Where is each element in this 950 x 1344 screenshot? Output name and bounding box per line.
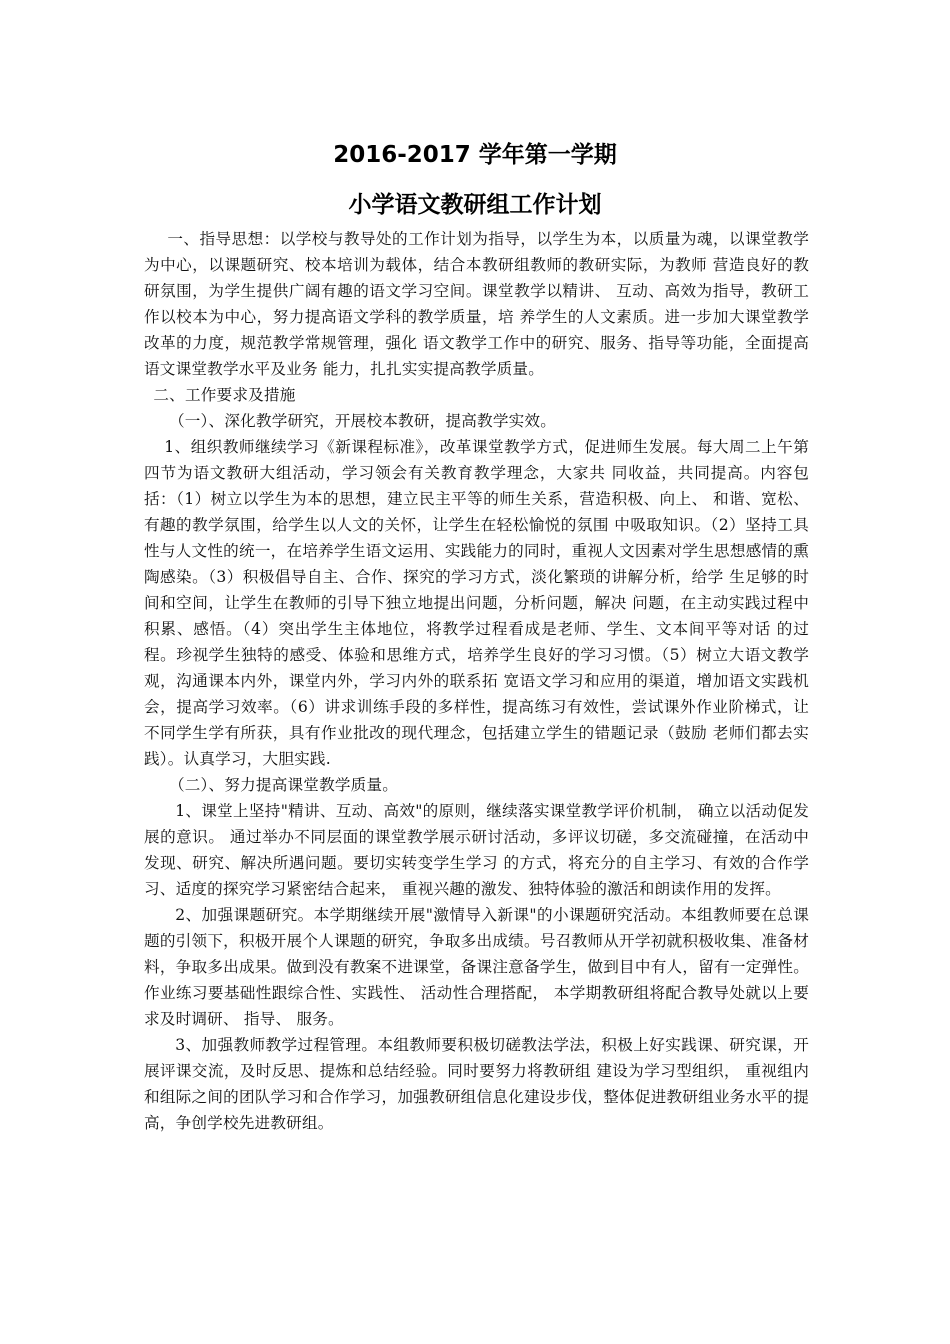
paragraph-class-item-1: 1、课堂上坚持"精讲、互动、高效"的原则，继续落实课堂教学评价机制， 确立以活动促发展的意识。 通过举办不同层面的课堂教学展示研讨活动，多评议切磋，多交流碰撞，在活动中发现、研究、解决所遇问题。要切实转变学生学习 的方式，将充分的自主学习、有效的合作学习、适度的探究学习紧密结合起来， 重视兴趣的激发、独特体验的激活和朗读作用的发挥。 — [144, 802, 809, 898]
paragraph-item-1: 1、组织教师继续学习《新课程标准》，改革课堂教学方式，促进师生发展。每大周二上午第四节为语文教研大组活动，学习领会有关教育教学理念，大家共 同收益，共同提高。内容包括：（1）树立以学生为本的思想，建立民主平等的师生关系，营造积极、向上、 和谐、宽松、有趣的教学氛围，给学生以人文的关怀，让学生在轻松愉悦的氛围 中吸取知识。（2）坚持工具性与人文性的统一，在培养学生语文运用、实践能力的同时，重视人文因素对学生思想感情的熏陶感染。（3）积极倡导自主、合作、探究的学习方式，淡化繁琐的讲解分析，给学 生足够的时间和空间，让学生在教师的引导下独立地提出问题，分析问题，解决 问题，在主动实践过程中积累、感悟。（4）突出学生主体地位，将教学过程看成是老师、学生、文本间平等对话 的过程。珍视学生独特的感受、体验和思维方式，培养学生良好的学习习惯。（5）树立大语文教学观，沟通课本内外，课堂内外，学习内外的联系拓 宽语文学习和应用的渠道，增加语文实践机会，提高学习效率。（6）讲求训练手段的多样性，提高练习有效性，尝试课外作业阶梯式，让 不同学生学有所获，具有作业批改的现代理念，包括建立学生的错题记录（鼓励 老师们都去实践）。认真学习，大胆实践. — [144, 438, 809, 768]
document-body — [144, 226, 809, 1136]
document-subtitle: 小学语文教研组工作计划 — [348, 192, 602, 218]
paragraph-class-item-2: 2、加强课题研究。本学期继续开展"激情导入新课"的小课题研究活动。本组教师要在总课题的引领下，积极开展个人课题的研究，争取多出成绩。号召教师从开学初就积极收集、准备材料，争取多出成果。做到没有教案不进课堂，备课注意备学生，做到目中有人，留有一定弹性。作业练习要基础性跟综合性、实践性、 活动性合理搭配， 本学期教研组将配合教导处就以上要求及时调研、 指导、 服务。 — [144, 906, 809, 1028]
subsection-heading-class-quality: （二）、努力提高课堂教学质量。 — [168, 776, 399, 794]
document-title: 2016-2017 学年第一学期 — [333, 142, 617, 168]
section-heading-requirements: 二、工作要求及措施 — [153, 386, 296, 404]
subsection-heading-teaching-research: （一）、深化教学研究，开展校本教研，提高教学实效。 — [168, 412, 556, 430]
paragraph-class-item-3: 3、加强教师教学过程管理。本组教师要积极切磋教法学法，积极上好实践课、研究课，开展评课交流，及时反思、提炼和总结经验。同时要努力将教研组 建设为学习型组织， 重视组内和组际之间的团队学习和合作学习，加强教研组信息化建设步伐，整体促进教研组业务水平的提高，争创学校先进教研组。 — [144, 1036, 809, 1132]
section-guiding-ideology: 一、指导思想：以学校与教导处的工作计划为指导，以学生为本，以质量为魂，以课堂教学 为中心，以课题研究、校本培训为载体，结合本教研组教师的教研实际，为教师 营造良好的教研氛围，为学生提供广阔有趣的语文学习空间。课堂教学以精讲、 互动、高效为指导，教研工作以校本为中心，努力提高语文学科的教学质量，培 养学生的人文素质。进一步加大课堂教学改革的力度，规范教学常规管理，强化 语文教学工作中的研究、服务、指导等功能，全面提高语文课堂教学水平及业务 能力，扎扎实实提高教学质量。 — [144, 230, 809, 378]
